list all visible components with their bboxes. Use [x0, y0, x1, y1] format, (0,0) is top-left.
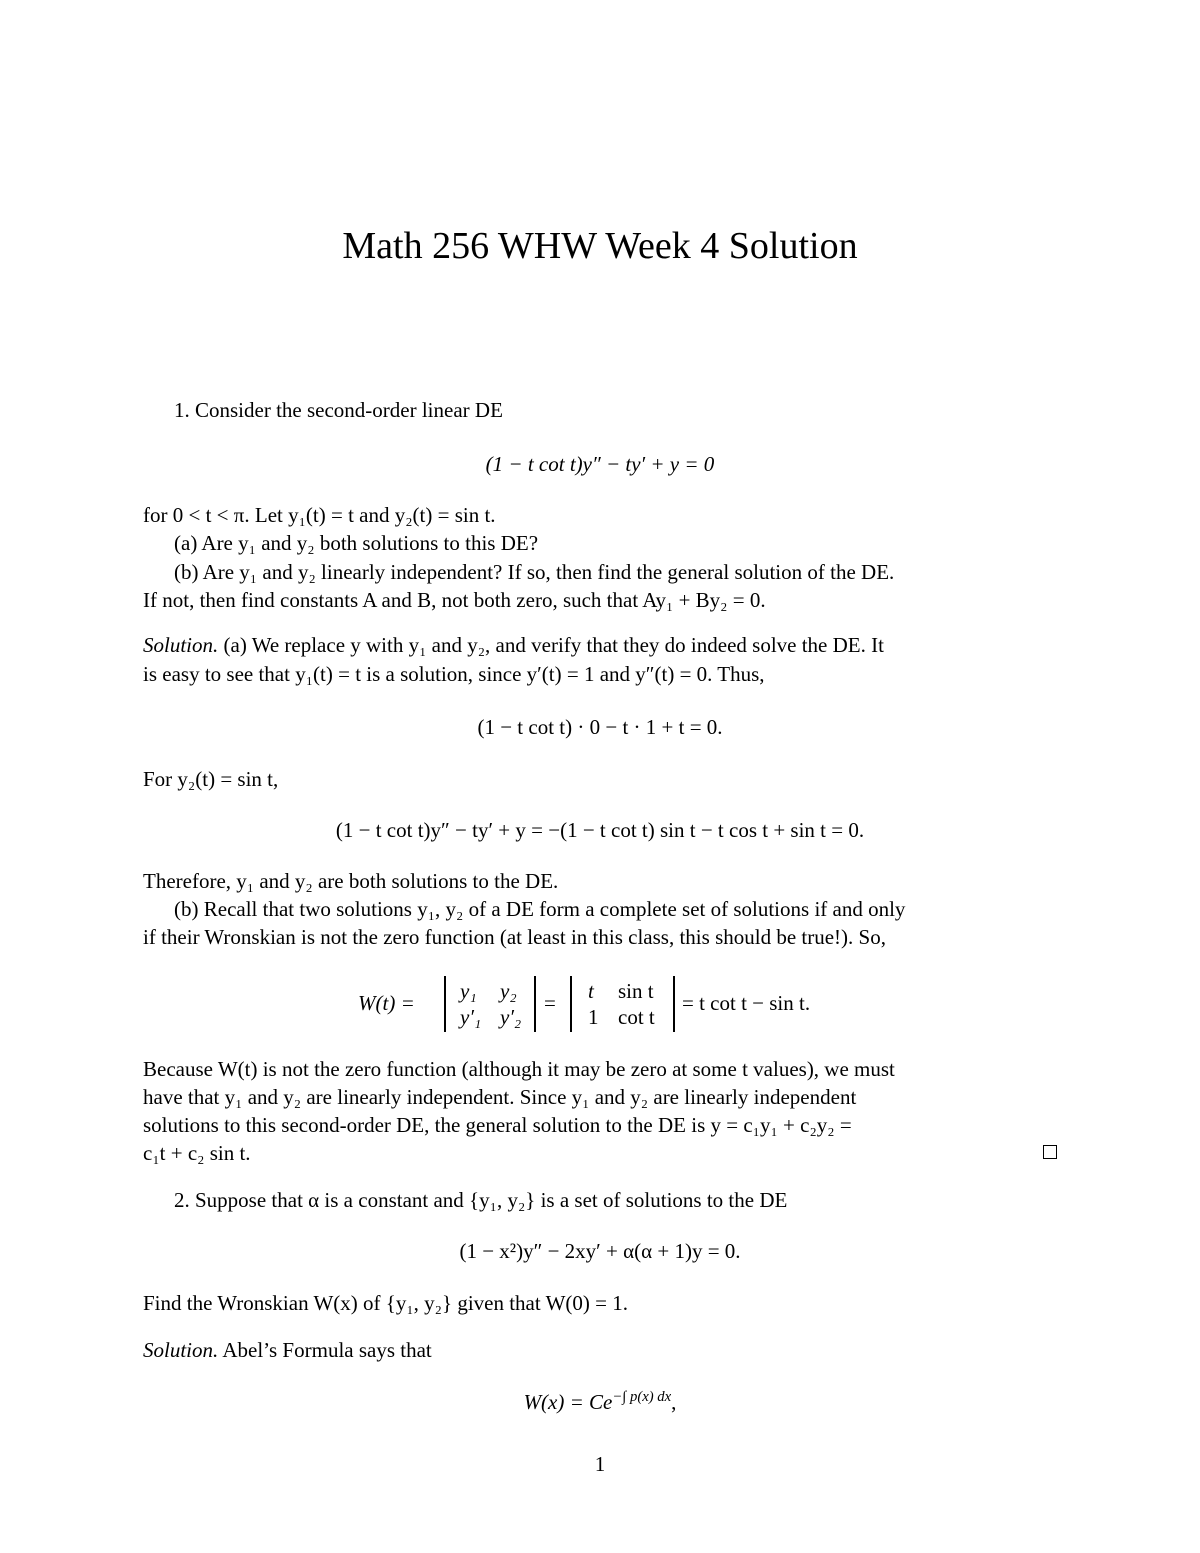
solution-label: Solution.	[143, 633, 219, 657]
abel-formula-exponent: −∫ p(x) dx	[612, 1389, 672, 1405]
matrix-2-cell: cot t	[618, 1005, 655, 1029]
page-title: Math 256 WHW Week 4 Solution	[342, 225, 858, 267]
matrix-1-right-bar	[534, 976, 536, 1032]
matrix-2-cell: t	[588, 979, 594, 1003]
page-number: 1	[594, 1452, 606, 1476]
equation-5	[0, 1388, 1200, 1416]
matrix-1-cell: y′₂	[500, 1005, 522, 1029]
matrix-2-cell: 1	[588, 1005, 599, 1029]
problem-1-part-a: (a) Are y₁ and y₂ both solutions to this DE?	[174, 531, 539, 555]
abel-formula-tail: ,	[671, 1390, 677, 1414]
solution-1-text: (a) We replace y with y₁ and y₂, and verify that they do indeed solve the DE. It	[218, 633, 884, 657]
matrix-1-cell: y₁	[460, 979, 477, 1003]
equation-4: (1 − x²)y″ − 2xy′ + α(α + 1)y = 0.	[459, 1239, 741, 1263]
equation-2: (1 − t cot t) · 0 − t · 1 + t = 0.	[477, 715, 723, 739]
problem-2-find: Find the Wronskian W(x) of {y₁, y₂} given that W(0) = 1.	[143, 1291, 628, 1315]
abel-formula-base: W(x) = Ce	[523, 1390, 613, 1414]
problem-1-part-b-line-1: (b) Are y₁ and y₂ linearly independent? If so, then find the general solution of the DE.	[174, 560, 895, 584]
problem-1-part-b-line-2: If not, then find constants A and B, not both zero, such that Ay₁ + By₂ = 0.	[143, 588, 766, 612]
equation-1: (1 − t cot t)y″ − ty′ + y = 0	[485, 452, 715, 476]
matrix-1-left-bar	[444, 976, 446, 1032]
wronskian-lhs: W(t) =	[358, 991, 415, 1015]
wronskian-equals: =	[544, 991, 556, 1015]
matrix-2-left-bar	[570, 976, 572, 1032]
wronskian-equation	[0, 972, 1200, 1034]
solution-1-because-line-2: have that y₁ and y₂ are linearly independent. Since y₁ and y₂ are linearly independent	[143, 1085, 857, 1109]
equation-3: (1 − t cot t)y″ − ty′ + y = −(1 − t cot t) sin t − t cos t + sin t = 0.	[335, 818, 865, 842]
solution-1-part-b-line-1: (b) Recall that two solutions y₁, y₂ of a DE form a complete set of solutions if and only	[174, 897, 906, 921]
solution-1-because-line-3: solutions to this second-order DE, the general solution to the DE is y = c₁y₁ + c₂y₂ =	[143, 1113, 852, 1137]
solution-1-part-b-line-2: if their Wronskian is not the zero function (at least in this class, this should be true!). So,	[143, 925, 886, 949]
matrix-1-cell: y′₁	[460, 1005, 482, 1029]
solution-1-for-y2: For y₂(t) = sin t,	[143, 767, 279, 791]
solution-1-line-2: is easy to see that y₁(t) = t is a solution, since y′(t) = 1 and y″(t) = 0. Thus,	[143, 662, 765, 686]
problem-1-domain: for 0 < t < π. Let y₁(t) = t and y₂(t) = sin t.	[143, 503, 496, 527]
solution-label: Solution.	[143, 1338, 219, 1362]
matrix-2-right-bar	[673, 976, 675, 1032]
matrix-2-cell: sin t	[618, 979, 654, 1003]
qed-square-icon	[1043, 1145, 1057, 1159]
solution-1-therefore: Therefore, y₁ and y₂ are both solutions to the DE.	[143, 869, 559, 893]
solution-1-because-line-4: c₁t + c₂ sin t.	[143, 1141, 251, 1165]
problem-2-intro: 2. Suppose that α is a constant and {y₁, y₂} is a set of solutions to the DE	[174, 1188, 788, 1212]
matrix-1-cell: y₂	[500, 979, 517, 1003]
solution-2-text: Abel’s Formula says that	[218, 1338, 432, 1362]
problem-1-intro: 1. Consider the second-order linear DE	[174, 398, 503, 422]
wronskian-rhs: = t cot t − sin t.	[682, 991, 811, 1015]
solution-2-line-1	[143, 1336, 432, 1364]
solution-1-line-1	[143, 631, 884, 659]
solution-1-because-line-1: Because W(t) is not the zero function (although it may be zero at some t values), we must	[143, 1057, 895, 1081]
